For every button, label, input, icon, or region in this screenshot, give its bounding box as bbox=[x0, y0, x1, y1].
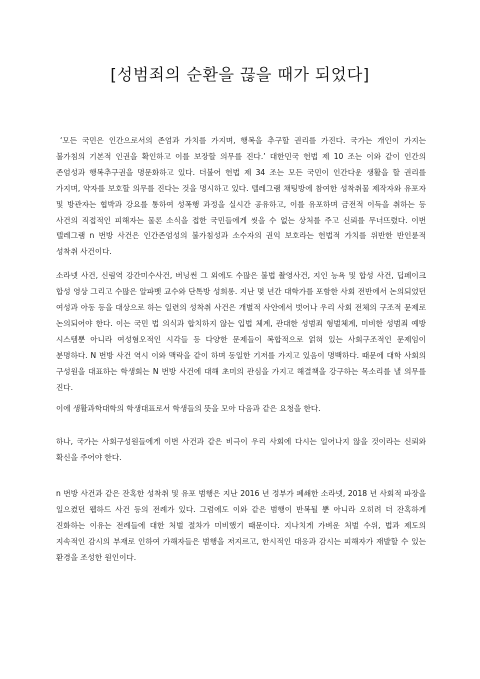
document-body bbox=[56, 133, 426, 566]
paragraph-precedents: n 번방 사건과 같은 잔혹한 성착취 및 유포 범행은 지난 2016 년 정부가 폐쇄한 소라넷, 2018 년 사회적 파장을 일으켰던 웹하드 사건 등의 전례가 있다. 그럼에도 이와 같은 범행이 반복될 뿐 아니라 오히려 더 잔혹하게 진화하는 이유는 전례들에 대한 처벌 절차가 미비했기 때문이다. 지나치게 가벼운 처벌 수위, 법과 제도의 지속적인 감시의 부재로 인하여 가해자들은 범행을 저지르고, 한시적인 대응과 감시는 피해자가 재발할 수 있는 환경을 조성한 원인이다. bbox=[56, 489, 426, 562]
document-title: [성범죄의 순환을 끊을 때가 되었다] bbox=[110, 65, 370, 84]
paragraph-structural-problem: 소라넷 사건, 신림역 강간미수사건, 버닝썬 그 외에도 수많은 불법 촬영사건, 지인 능욕 및 합성 사건, 딥페이크 합성 영상 그리고 수많은 알파벳 교수와 단톡방 성희롱. 지난 몇 년간 대학가를 포함한 사회 전반에서 논의되었던 여성과 아동 등을 대상으로 하는 일련의 성착취 사건은 개별적 사안에서 벗어나 우리 사회 전체의 구조적 문제로 논의되어야 한다. 이는 국민 법 의식과 합치하지 않는 입법 체계, 관대한 성범죄 형벌체계, 미비한 성범죄 예방 시스템뿐 아니라 여성혐오적인 시각들 등 다양한 문제들이 복합적으로 얽혀 있는 사회구조적인 문제임이 분명하다. N 번방 사건 역시 이와 맥락을 같이 하며 동일한 기저를 가지고 있음이 명백하다. 때문에 대학 사회의 구성원을 대표하는 학생회는 N 번방 사건에 대해 초미의 관심을 가지고 해결책을 강구하는 목소리를 낼 의무를 진다. bbox=[56, 271, 426, 392]
paragraph-request-one: 하나, 국가는 사회구성원들에게 이번 사건과 같은 비극이 우리 사회에 다시는 일어나지 않을 것이라는 신뢰와 확신을 주어야 한다. bbox=[56, 437, 426, 463]
paragraph-constitution: ‘모든 국민은 인간으로서의 존엄과 가치를 가지며, 행복을 추구할 권리를 가진다. 국가는 개인이 가지는 불가침의 기본적 인권을 확인하고 이를 보장할 의무를 진다.’ 대한민국 헌법 제 10 조는 이와 같이 인간의 존엄성과 행복추구권을 명문화하고 있다. 더불어 헌법 제 34 조는 모든 국민이 인간다운 생활을 할 권리를 가지며, 약자를 보호할 의무를 진다는 것을 명시하고 있다. 텔레그램 채팅방에 참여한 성착취물 제작자와 유포자 및 방관자는 협박과 강요를 통하여 성폭행 과정을 실시간 공유하고, 이를 유포하며 금전적 이득을 취하는 등 사건의 직접적인 피해자는 물론 소식을 접한 국민들에게 씻을 수 없는 상처를 주고 신뢰를 무너뜨렸다. 이번 텔레그램 n 번방 사건은 인간존엄성의 불가침성과 소수자의 권익 보호라는 헌법적 가치를 위반한 반인륜적 성착취 사건이다. bbox=[56, 136, 426, 257]
paragraph-request-intro: 이에 생활과학대학의 학생대표로서 학생들의 뜻을 모아 다음과 같은 요청을 한다. bbox=[56, 403, 321, 413]
